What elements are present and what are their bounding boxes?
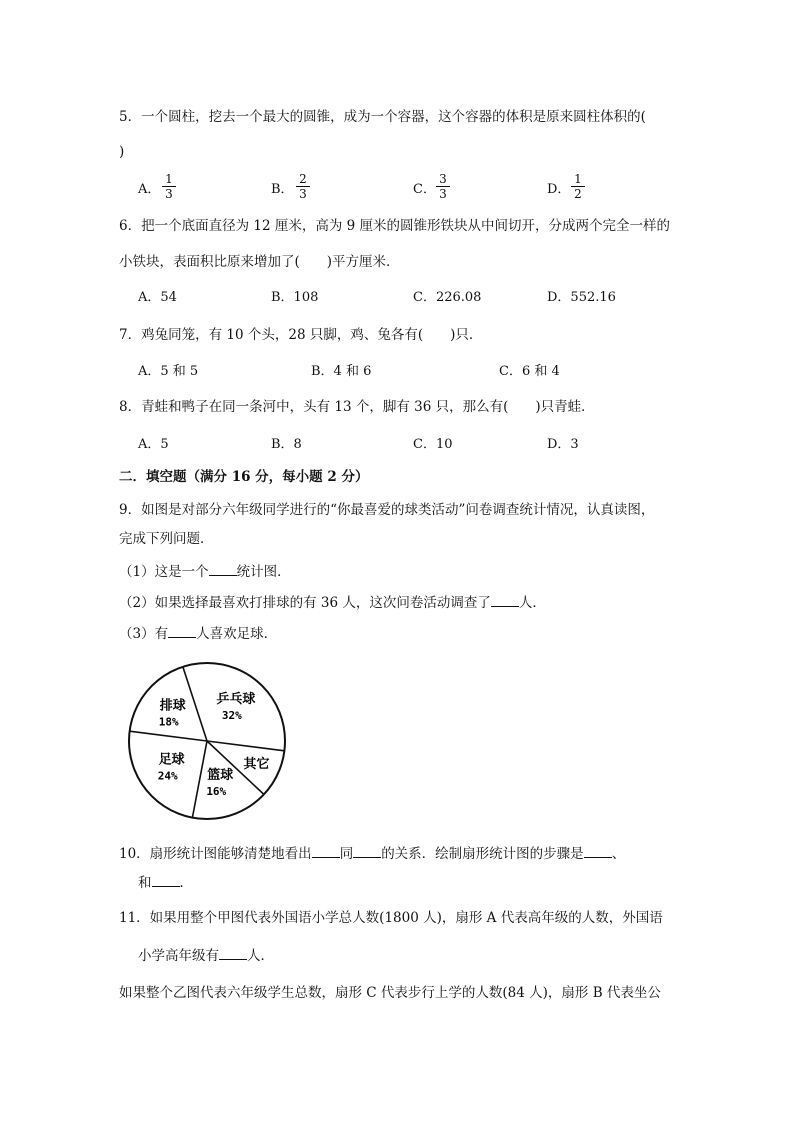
q9-line-1: 9．如图是对部分六年级同学进行的“你最喜爱的球类活动”问卷调查统计情况，认真读图， (119, 502, 655, 518)
q9-sub-3: （3）有 人喜欢足球． (119, 623, 277, 644)
q12-line-1: 如果整个乙图代表六年级学生总数，扇形 C 代表步行上学的人数(84 人)，扇形 B 代表坐公 (119, 985, 661, 1001)
q9-sub-2-blank[interactable] (491, 592, 519, 607)
q11-blank[interactable] (219, 945, 247, 960)
q8-option-d: D．3 (547, 437, 579, 452)
q8-option-a: A．5 (138, 437, 169, 452)
q5-option-b-letter: B． (271, 182, 294, 197)
pie-slice-label: 乒乓球 (216, 692, 256, 708)
q9-sub-1: （1）这是一个 统计图． (119, 561, 291, 582)
q9-sub-3-blank[interactable] (168, 623, 196, 638)
q10-line-2: 和 ． (138, 872, 193, 893)
q7-option-c: C．6 和 4 (499, 364, 560, 379)
pie-slice-percent: 32% (221, 709, 242, 723)
pie-chart (117, 652, 297, 832)
q6-option-a: A．54 (138, 290, 177, 305)
q10-blank-4[interactable] (152, 872, 180, 887)
q8-option-c: C．10 (413, 437, 453, 452)
q9-sub-1-blank[interactable] (209, 561, 237, 576)
q7-option-a: A．5 和 5 (138, 364, 199, 379)
q10-blank-1[interactable] (312, 843, 340, 858)
q5-option-a-fraction: $\frac{1}{3}$ (162, 172, 176, 201)
q8-option-b: B．8 (271, 437, 302, 452)
pie-slice-label: 排球 (159, 698, 186, 714)
pie-slice-percent: 18% (158, 715, 179, 729)
q10-blank-2[interactable] (353, 843, 381, 858)
q5-option-c-fraction: $\frac{3}{3}$ (436, 172, 450, 201)
q9-sub-2: （2）如果选择最喜欢打排球的有 36 人，这次问卷活动调查了 人． (119, 592, 546, 613)
q5-option-c-letter: C． (413, 182, 436, 197)
q6-option-c: C．226.08 (413, 290, 482, 305)
q11-line-1: 11．如果用整个甲图代表外国语小学总人数(1800 人)，扇形 A 代表高年级的人数，外国语 (119, 910, 663, 926)
q7-stem: 7．鸡兔同笼，有 10 个头，28 只脚，鸡、兔各有( )只． (119, 327, 483, 343)
q11-line-2: 小学高年级有 人． (138, 945, 274, 966)
q6-option-d: D．552.16 (547, 290, 616, 305)
pie-slice-label: 其它 (243, 757, 270, 773)
section-2-heading: 二．填空题（满分 16 分，每小题 2 分） (119, 469, 369, 485)
q8-stem: 8．青蛙和鸭子在同一条河中，头有 13 个，脚有 36 只，那么有( )只青蛙． (119, 399, 595, 415)
pie-slice-percent: 24% (157, 769, 178, 783)
q9-line-2: 完成下列问题． (119, 531, 214, 547)
q10-line-1: 10．扇形统计图能够清楚地看出 同 的关系．绘制扇形统计图的步骤是 、 (119, 843, 625, 864)
q5-option-d-fraction: $\frac{1}{2}$ (571, 172, 585, 201)
q5-option-a-letter: A． (138, 182, 161, 197)
q6-line-1: 6．把一个底面直径为 12 厘米，高为 9 厘米的圆锥形铁块从中间切开，分成两个完全一样的 (119, 218, 671, 234)
q6-option-b: B．108 (271, 290, 319, 305)
pie-slice-percent: 16% (206, 784, 227, 798)
q5-option-b-fraction: $\frac{2}{3}$ (296, 172, 310, 201)
q6-line-2: 小铁块，表面积比原来增加了( )平方厘米． (119, 254, 400, 270)
pie-slice-label: 篮球 (207, 767, 234, 783)
q10-blank-3[interactable] (584, 843, 612, 858)
q7-option-b: B．4 和 6 (311, 364, 372, 379)
pie-slice-label: 足球 (158, 752, 185, 768)
q5-stem: 5．一个圆柱，挖去一个最大的圆锥，成为一个容器，这个容器的体积是原来圆柱体积的( (119, 109, 646, 125)
q5-close-paren: ) (119, 144, 125, 160)
q5-option-d-letter: D． (547, 182, 571, 197)
